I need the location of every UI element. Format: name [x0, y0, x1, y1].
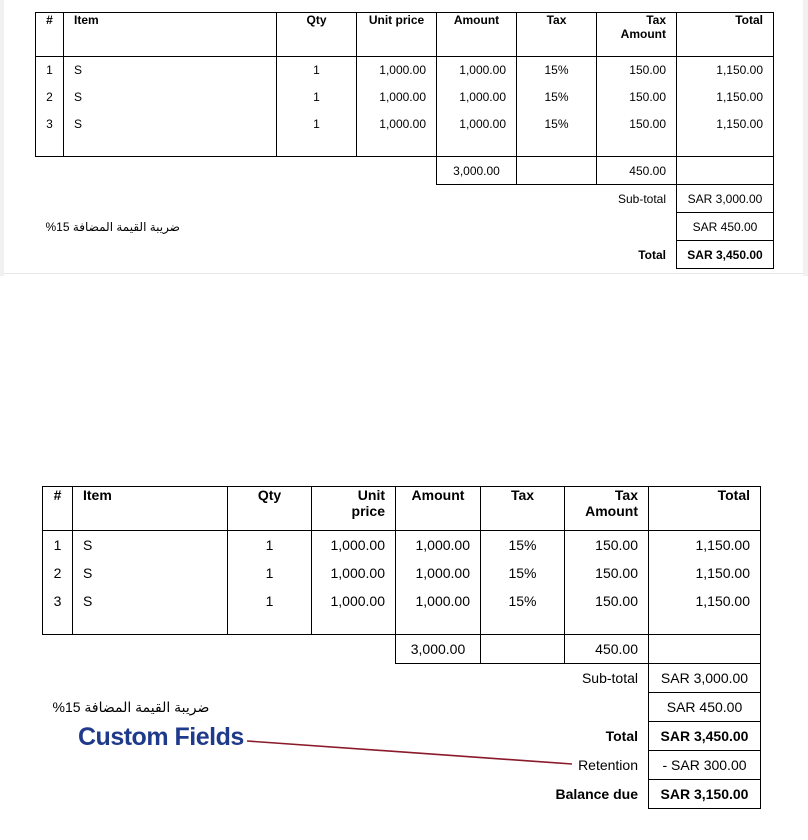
- table-cell: 1: [53, 537, 62, 553]
- table-cell: 1,150.00: [716, 90, 763, 104]
- col-header-tax-amount-line2: Amount: [620, 27, 666, 41]
- blank-cell: [43, 635, 396, 664]
- vat-label: ضريبة القيمة المضافة 15%: [52, 698, 210, 715]
- sum-row: [36, 157, 774, 185]
- col-header-tax-amount-line1: Tax: [646, 13, 666, 27]
- qty-column: [228, 531, 312, 635]
- col-header-tax-amount-line1: Tax: [614, 487, 638, 503]
- table-cell: S: [83, 565, 93, 581]
- page-edge-right: [803, 0, 808, 276]
- table-cell: S: [83, 593, 93, 609]
- col-header-unit-price: Unit price: [357, 13, 437, 57]
- retention-label: Retention: [578, 757, 638, 773]
- col-header-item: Item: [73, 487, 228, 531]
- table-cell: 15%: [508, 593, 537, 609]
- vat-value: SAR 450.00: [649, 693, 761, 722]
- table-cell: S: [74, 63, 83, 77]
- amount-column: [437, 57, 517, 157]
- table-cell: 1,000.00: [379, 117, 426, 131]
- balance-value: SAR 3,150.00: [649, 780, 761, 809]
- balance-label: Balance due: [555, 786, 638, 802]
- unit-price-column: [312, 531, 396, 635]
- col-header-amount: Amount: [437, 13, 517, 57]
- table-cell: 1,000.00: [379, 90, 426, 104]
- header-row: [43, 487, 761, 531]
- table-cell: 1: [46, 63, 53, 77]
- table-cell: 1,150.00: [695, 537, 750, 553]
- table-cell: S: [74, 117, 83, 131]
- subtotal-row: [36, 185, 774, 213]
- table-cell: 1,000.00: [459, 63, 506, 77]
- tax-column: [481, 531, 565, 635]
- tax-column: [517, 57, 597, 157]
- table-cell: 1,150.00: [716, 117, 763, 131]
- invoice-table-top: [35, 12, 774, 269]
- table-cell: 15%: [544, 117, 569, 131]
- subtotal-value: SAR 3,000.00: [677, 185, 774, 213]
- vat-label: ضريبة القيمة المضافة 15%: [45, 219, 180, 234]
- total-column: [677, 57, 774, 157]
- balance-row: [43, 780, 761, 809]
- col-header-num: #: [36, 13, 64, 57]
- total-label: Total: [605, 728, 638, 744]
- tax-amount-column: [565, 531, 649, 635]
- retention-row: [43, 751, 761, 780]
- table-cell: 2: [53, 565, 62, 581]
- total-row: [36, 241, 774, 269]
- table-cell: 1: [313, 117, 320, 131]
- vat-row: [36, 213, 774, 241]
- col-header-tax-amount: [597, 13, 677, 57]
- vat-value: SAR 450.00: [677, 213, 774, 241]
- table-cell: 150.00: [629, 90, 666, 104]
- table-cell: 1: [265, 565, 274, 581]
- col-header-qty: Qty: [277, 13, 357, 57]
- retention-value: - SAR 300.00: [649, 751, 761, 780]
- col-header-num: #: [43, 487, 73, 531]
- table-cell: 1,000.00: [330, 537, 385, 553]
- col-header-tax: Tax: [517, 13, 597, 57]
- table-cell: S: [74, 90, 83, 104]
- sum-amount: 3,000.00: [396, 635, 481, 664]
- item-column: [73, 531, 228, 635]
- table-cell: 15%: [544, 90, 569, 104]
- vat-row: [43, 693, 761, 722]
- sum-total-blank: [677, 157, 774, 185]
- table-cell: 1,000.00: [379, 63, 426, 77]
- table-cell: 1,000.00: [415, 593, 470, 609]
- table-cell: 15%: [508, 565, 537, 581]
- table-cell: 150.00: [595, 593, 638, 609]
- table-cell: 1: [313, 90, 320, 104]
- sum-tax-amount: 450.00: [597, 157, 677, 185]
- blank-cell: [36, 157, 437, 185]
- table-cell: 1,000.00: [415, 565, 470, 581]
- col-header-tax: Tax: [481, 487, 565, 531]
- table-cell: 1,150.00: [695, 593, 750, 609]
- header-row: [36, 13, 774, 57]
- table-cell: 1,000.00: [330, 593, 385, 609]
- table-cell: 1,000.00: [459, 117, 506, 131]
- custom-fields-annotation: Custom Fields: [78, 723, 244, 751]
- col-header-unit-price-line1: Unit: [357, 487, 385, 503]
- table-cell: 150.00: [595, 537, 638, 553]
- table-cell: S: [83, 537, 93, 553]
- col-header-unit-price: [312, 487, 396, 531]
- total-label: Total: [638, 247, 666, 262]
- subtotal-label: Sub-total: [617, 191, 666, 206]
- sum-tax-blank: [481, 635, 565, 664]
- subtotal-row: [43, 664, 761, 693]
- invoice-table-bottom: [42, 486, 761, 809]
- table-cell: 1: [265, 593, 274, 609]
- sum-row: [43, 635, 761, 664]
- sum-tax-amount: 450.00: [565, 635, 649, 664]
- subtotal-value: SAR 3,000.00: [649, 664, 761, 693]
- col-header-total: Total: [677, 13, 774, 57]
- total-value: SAR 3,450.00: [677, 241, 774, 269]
- col-header-total: Total: [649, 487, 761, 531]
- table-cell: 2: [46, 90, 53, 104]
- body-row: [36, 57, 774, 157]
- table-cell: 1,150.00: [716, 63, 763, 77]
- table-cell: 3: [46, 117, 53, 131]
- qty-column: [277, 57, 357, 157]
- item-column: [64, 57, 277, 157]
- total-column: [649, 531, 761, 635]
- table-cell: 150.00: [595, 565, 638, 581]
- tax-amount-column: [597, 57, 677, 157]
- table-cell: 150.00: [629, 63, 666, 77]
- table-cell: 15%: [508, 537, 537, 553]
- amount-column: [396, 531, 481, 635]
- sum-tax-blank: [517, 157, 597, 185]
- table-cell: 3: [53, 593, 62, 609]
- table-cell: 150.00: [629, 117, 666, 131]
- body-row: [43, 531, 761, 635]
- table-cell: 1: [313, 63, 320, 77]
- table-cell: 1,000.00: [415, 537, 470, 553]
- table-cell: 1,000.00: [330, 565, 385, 581]
- sum-amount: 3,000.00: [437, 157, 517, 185]
- page-edge-left: [0, 0, 4, 276]
- col-header-amount: Amount: [396, 487, 481, 531]
- sum-total-blank: [649, 635, 761, 664]
- col-header-tax-amount-line2: Amount: [585, 503, 638, 519]
- col-header-tax-amount: [565, 487, 649, 531]
- table-cell: 1: [265, 537, 274, 553]
- table-cell: 1,000.00: [459, 90, 506, 104]
- col-header-unit-price-line2: price: [351, 503, 385, 519]
- table-cell: 15%: [544, 63, 569, 77]
- col-header-qty: Qty: [228, 487, 312, 531]
- subtotal-label: Sub-total: [581, 670, 638, 687]
- table-cell: 1,150.00: [695, 565, 750, 581]
- num-column: [43, 531, 73, 635]
- num-column: [36, 57, 64, 157]
- col-header-item: Item: [64, 13, 277, 57]
- total-value: SAR 3,450.00: [649, 722, 761, 751]
- unit-price-column: [357, 57, 437, 157]
